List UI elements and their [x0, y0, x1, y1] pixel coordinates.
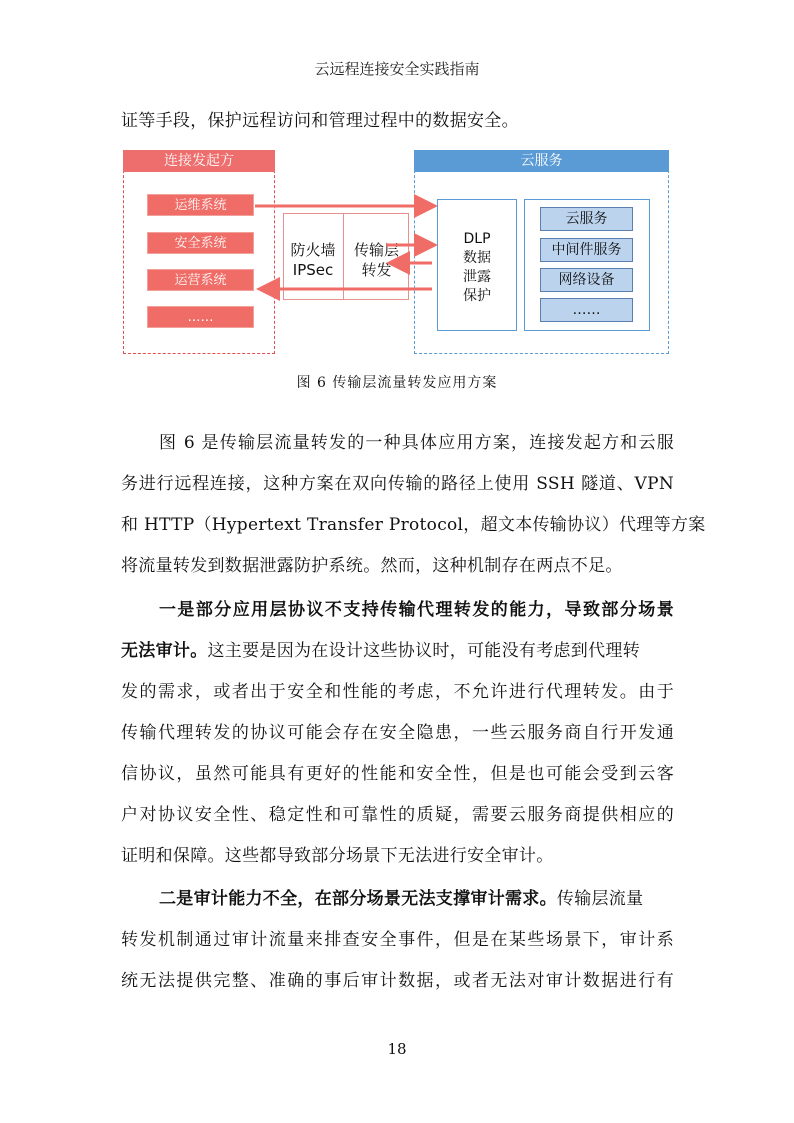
paragraph2-line2: [121, 636, 674, 661]
dlp-line-3: 泄露: [463, 269, 491, 285]
paragraph3-bold-lead: 二是审计能力不全，在部分场景无法支撑审计需求。: [159, 889, 557, 909]
initiator-item-security: 安全系统: [147, 232, 254, 254]
firewall-label-line2: IPSec: [292, 261, 334, 279]
initiator-title: 连接发起方: [123, 150, 275, 172]
paragraph2-line4: 传输代理转发的协议可能会存在安全隐患，一些云服务商自行开发通: [121, 723, 674, 743]
paragraph2-line7: 证明和保障。这些都导致部分场景下无法进行安全审计。: [121, 846, 554, 866]
paragraph1-line3: 和 HTTP（Hypertext Transfer Protocol，超文本传输协议）代理等方案: [121, 515, 706, 535]
service-item-middleware: 中间件服务: [540, 238, 633, 262]
firewall-label-line1: 防火墙: [290, 241, 336, 259]
paragraph2-line3: 发的需求，或者出于安全和性能的考虑，不允许进行代理转发。由于: [121, 682, 674, 702]
transport-label-line1: 传输层: [353, 241, 399, 259]
paragraph3-line3: 统无法提供完整、准确的事后审计数据，或者无法对审计数据进行有: [121, 971, 674, 991]
service-item-cloud: 云服务: [540, 207, 633, 231]
cloud-title: 云服务: [414, 150, 669, 172]
dlp-line-2: 数据: [463, 250, 491, 266]
intro-line: 证等手段，保护远程访问和管理过程中的数据安全。: [121, 111, 519, 131]
service-item-more: ……: [540, 298, 633, 322]
paragraph3-line2: 转发机制通过审计流量来排查安全事件，但是在某些场景下，审计系: [121, 930, 674, 950]
dlp-line-1: DLP: [463, 231, 491, 247]
page-header: 云远程连接安全实践指南: [314, 60, 480, 78]
paragraph2-line2-rest: 这主要是因为在设计这些协议时，可能没有考虑到代理转: [207, 641, 640, 661]
paragraph1-line1: 图 6 是传输层流量转发的一种具体应用方案，连接发起方和云服: [159, 433, 674, 453]
initiator-item-operations: 运营系统: [147, 269, 254, 291]
paragraph2-bold-lead: 无法审计。: [121, 641, 208, 661]
figure-6-diagram: [0, 0, 794, 370]
paragraph1-line4: 将流量转发到数据泄露防护系统。然而，这种机制存在两点不足。: [121, 556, 623, 576]
paragraph3-line1: [159, 884, 674, 909]
flow-arrows: [0, 0, 794, 370]
service-item-network: 网络设备: [540, 268, 633, 292]
initiator-item-ops: 运维系统: [147, 194, 254, 216]
initiator-item-more: ……: [147, 306, 254, 328]
paragraph3-line1-rest: 传输层流量: [556, 889, 644, 909]
figure-caption: 图 6 传输层流量转发应用方案: [296, 375, 498, 391]
paragraph2-line5: 信协议，虽然可能具有更好的性能和安全性，但是也可能会受到云客: [121, 764, 674, 784]
paragraph2-line6: 户对协议安全性、稳定性和可靠性的质疑，需要云服务商提供相应的: [121, 805, 674, 825]
page-number: 18: [387, 1040, 407, 1058]
paragraph2-bold-line1: 一是部分应用层协议不支持传输代理转发的能力，导致部分场景: [159, 600, 674, 620]
paragraph1-line2: 务进行远程连接，这种方案在双向传输的路径上使用 SSH 隧道、VPN: [121, 474, 674, 494]
dlp-line-4: 保护: [463, 288, 491, 304]
transport-label-line2: 转发: [361, 261, 392, 279]
